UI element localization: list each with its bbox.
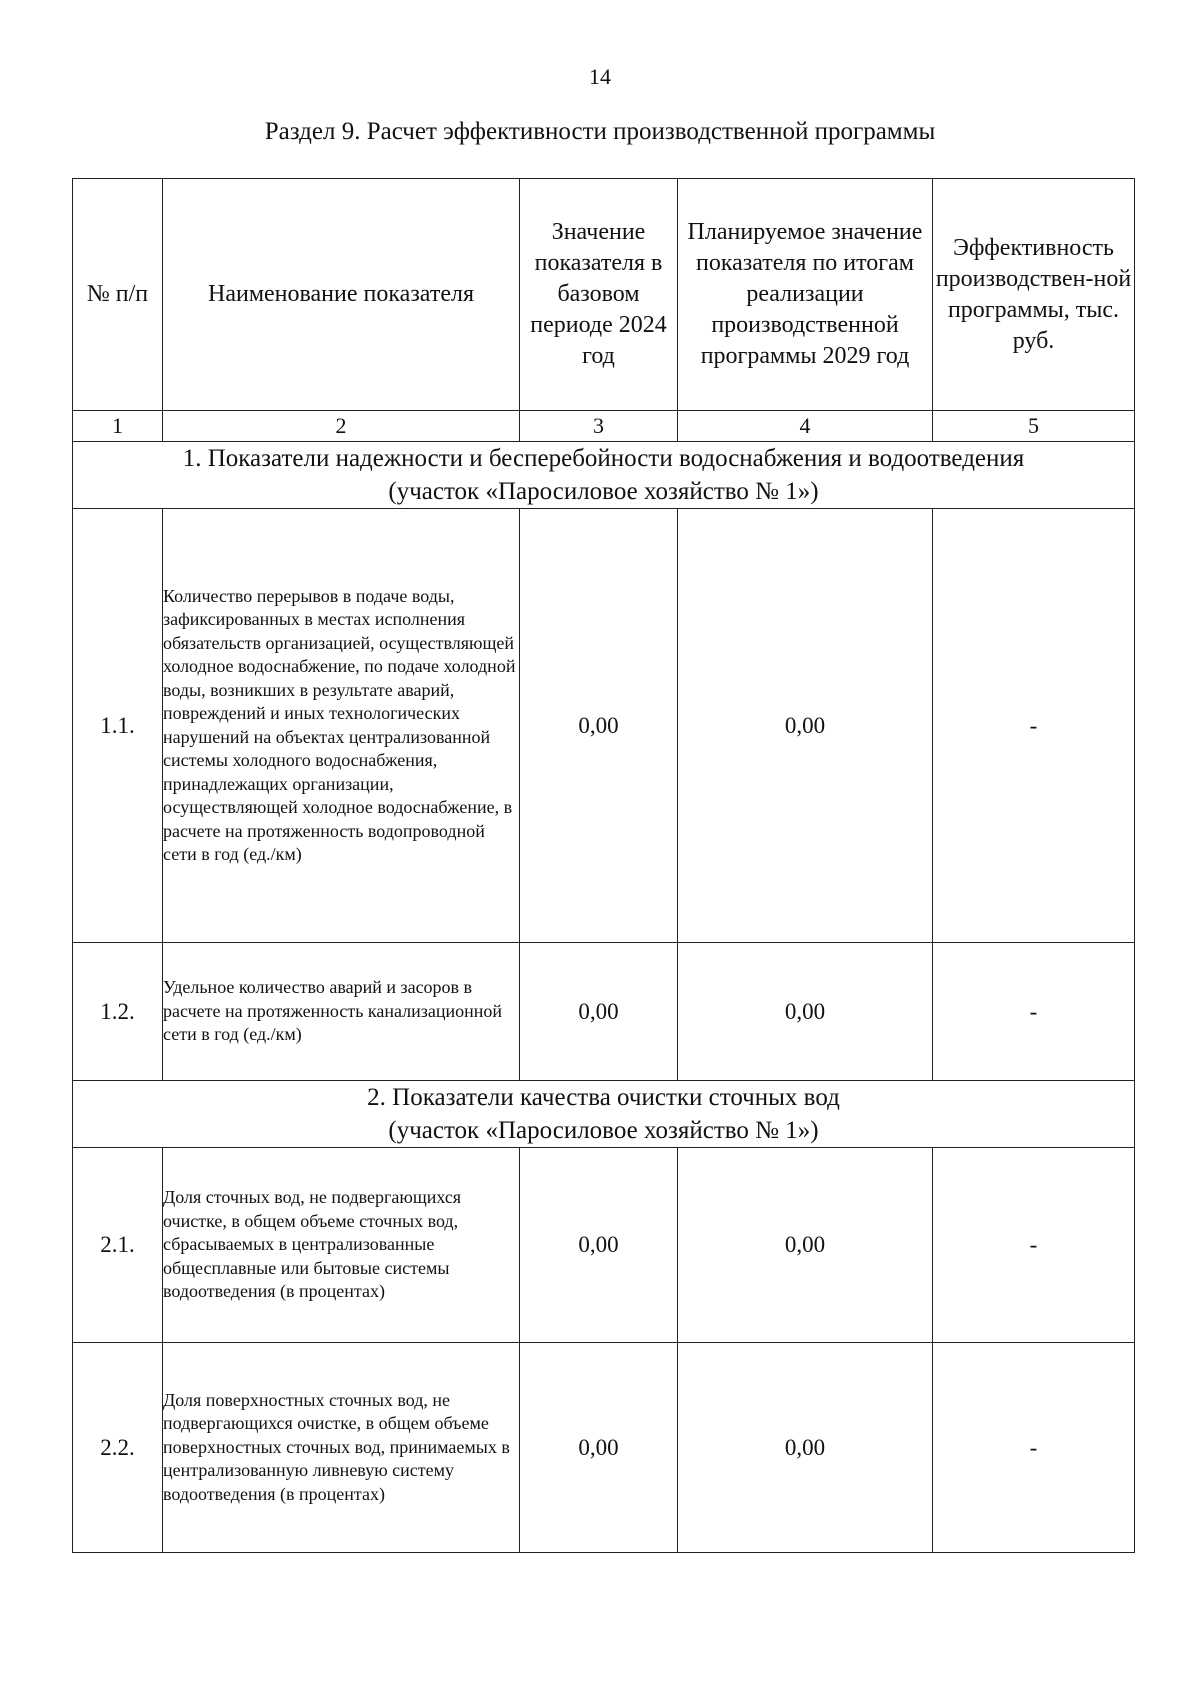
indicator-name: Доля сточных вод, не подвергающихся очистке, в общем объеме сточных вод, сбрасываемых в централизованные общесплавные или бытовые системы водоотведения (в процентах) [163, 1148, 520, 1343]
efficiency-value: - [933, 943, 1135, 1081]
header-cell-name: Наименование показателя [163, 179, 520, 411]
table-header-row [73, 179, 1135, 411]
header-cell-number: № п/п [73, 179, 163, 411]
section-title: Раздел 9. Расчет эффективности производственной программы [264, 118, 936, 145]
table-row [73, 1148, 1135, 1343]
planned-value: 0,00 [678, 509, 933, 943]
section-subtitle-line: (участок «Паросиловое хозяйство № 1») [388, 478, 819, 505]
section-title-line: 2. Показатели качества очистки сточных вод [367, 1084, 840, 1111]
section-title-cell [73, 442, 1135, 509]
row-number: 2.2. [73, 1343, 163, 1553]
efficiency-value: - [933, 509, 1135, 943]
section-title-line: 1. Показатели надежности и бесперебойности водоснабжения и водоотведения [182, 445, 1025, 472]
row-number: 1.1. [73, 509, 163, 943]
efficiency-table [72, 178, 1135, 1553]
row-number: 1.2. [73, 943, 163, 1081]
header-cell-base-value: Значение показателя в базовом периоде 2024 год [520, 179, 678, 411]
base-value: 0,00 [520, 509, 678, 943]
planned-value: 0,00 [678, 1148, 933, 1343]
row-number: 2.1. [73, 1148, 163, 1343]
section-subtitle-line: (участок «Паросиловое хозяйство № 1») [388, 1117, 819, 1144]
base-value: 0,00 [520, 1343, 678, 1553]
column-number: 2 [163, 411, 520, 442]
planned-value: 0,00 [678, 943, 933, 1081]
table-row [73, 509, 1135, 943]
section-header-row [73, 442, 1135, 509]
column-number: 3 [520, 411, 678, 442]
base-value: 0,00 [520, 943, 678, 1081]
efficiency-value: - [933, 1148, 1135, 1343]
planned-value: 0,00 [678, 1343, 933, 1553]
indicator-name: Удельное количество аварий и засоров в расчете на протяженность канализационной сети в год (ед./км) [163, 943, 520, 1081]
section-header-row [73, 1081, 1135, 1148]
table-row [73, 1343, 1135, 1553]
page-number: 14 [589, 64, 611, 89]
header-cell-efficiency: Эффективность производствен-ной программы, тыс. руб. [933, 179, 1135, 411]
header-cell-planned-value: Планируемое значение показателя по итогам реализации производственной программы 2029 год [678, 179, 933, 411]
efficiency-value: - [933, 1343, 1135, 1553]
indicator-name: Количество перерывов в подаче воды, зафиксированных в местах исполнения обязательств организацией, осуществляющей холодное водоснабжение, по подаче холодной воды, возникших в результате аварий, повреждений и иных технологических нарушений на объектах централизованной системы холодного водоснабжения, принадлежащих организации, осуществляющей холодное водоснабжение, в расчете на протяженность водопроводной сети в год (ед./км) [163, 509, 520, 943]
base-value: 0,00 [520, 1148, 678, 1343]
column-number: 1 [73, 411, 163, 442]
indicator-name: Доля поверхностных сточных вод, не подвергающихся очистке, в общем объеме поверхностных сточных вод, принимаемых в централизованную ливневую систему водоотведения (в процентах) [163, 1343, 520, 1553]
table-row [73, 943, 1135, 1081]
column-number: 4 [678, 411, 933, 442]
section-title-cell [73, 1081, 1135, 1148]
column-number: 5 [933, 411, 1135, 442]
column-number-row [73, 411, 1135, 442]
